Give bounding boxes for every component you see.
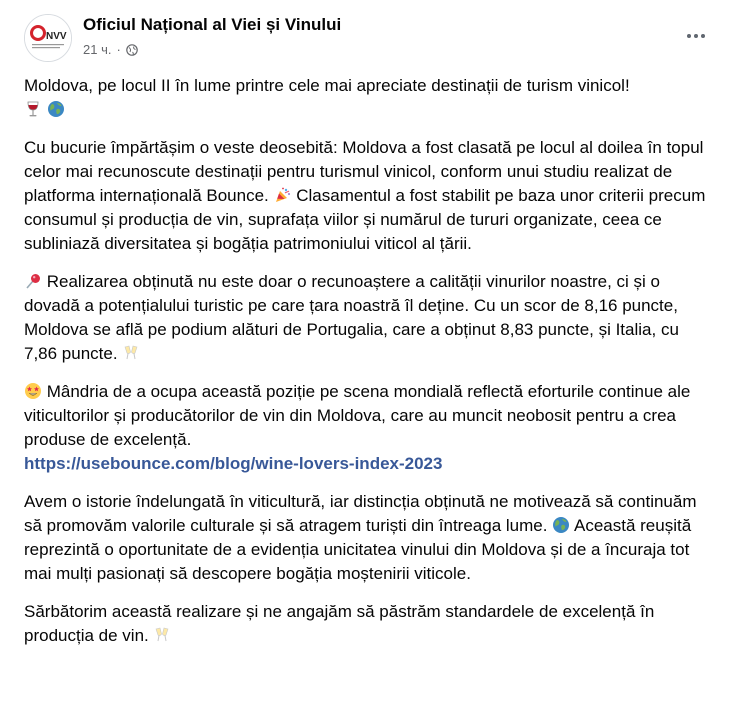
paragraph-3 <box>24 270 714 366</box>
paragraph-6 <box>24 600 714 648</box>
earth-globe-icon <box>552 516 570 534</box>
pushpin-icon <box>24 272 42 290</box>
meta-separator: · <box>116 42 121 57</box>
post-text <box>24 74 714 662</box>
bounce-article-link[interactable]: https://usebounce.com/blog/wine-lovers-index-2023 <box>24 454 443 473</box>
onvv-logo-icon <box>25 15 71 61</box>
paragraph-5b-text: Această reușită reprezintă o oportunitate de a evidenția unicitatea vinului din Moldova și de a încuraja tot mai mulți pasionați să descopere bogăția moștenirii viticole. <box>24 516 692 583</box>
paragraph-3-text: Realizarea obținută nu este doar o recunoaștere a calității vinurilor noastre, ci și o dovadă a potențialului turistic pe care țara noastră îl deține. Cu un scor de 8,16 puncte, Moldova se află pe podium alături de Portugalia, care a obținut 8,83 puncte, și Italia, cu 7,86 puncte. <box>24 272 679 363</box>
clinking-glasses-icon <box>153 626 171 644</box>
more-dot <box>694 34 698 38</box>
party-popper-icon <box>274 186 292 204</box>
page-avatar[interactable] <box>24 14 72 62</box>
paragraph-2a-text: Cu bucurie împărtășim o veste deosebită: Moldova a fost clasată pe locul al doilea în topul celor mai recunoscute destinații pentru turismul vinicol, conform unui studiu realizat de platforma internațională Bounce. <box>24 138 704 205</box>
globe-icon <box>126 44 138 56</box>
svg-text:NVV: NVV <box>46 31 67 42</box>
earth-globe-icon <box>47 100 65 118</box>
page-name[interactable]: Oficiul Național al Viei și Vinului <box>83 15 342 34</box>
more-dot <box>701 34 705 38</box>
paragraph-4-text: Mândria de a ocupa această poziție pe scena mondială reflectă eforturile continue ale viticultorilor și producătorilor de vin din Moldova, care au muncit neobosit pentru a crea produse de excelență. <box>24 382 691 449</box>
more-options-icon <box>687 34 691 38</box>
clinking-glasses-icon <box>122 344 140 362</box>
post-time[interactable]: 21 ч. <box>83 42 112 57</box>
paragraph-1 <box>24 74 714 122</box>
paragraph-2 <box>24 136 714 256</box>
paragraph-5a-text: Avem o istorie îndelungată în viticultură, iar distincția obținută ne motivează să continuăm să promovăm valorile culturale și să atragem turiști din întreaga lume. <box>24 492 697 535</box>
paragraph-5 <box>24 490 714 586</box>
paragraph-2b-text: Clasamentul a fost stabilit pe baza unor criterii precum consumul și producția de vin, suprafața viilor și numărul de tururi organizate, ceea ce subliniază diversitatea și bogăția patrimoniului viticol al țării. <box>24 186 706 253</box>
more-options-button[interactable] <box>682 22 710 50</box>
star-struck-face-icon <box>24 382 42 400</box>
paragraph-6-text: Sărbătorim această realizare și ne angajăm să păstrăm standardele de excelență în producția de vin. <box>24 602 655 645</box>
paragraph-4 <box>24 380 714 476</box>
wine-glass-icon <box>24 100 42 118</box>
paragraph-1-text: Moldova, pe locul II în lume printre cele mai apreciate destinații de turism vinicol! <box>24 76 630 95</box>
post-meta <box>83 42 138 57</box>
